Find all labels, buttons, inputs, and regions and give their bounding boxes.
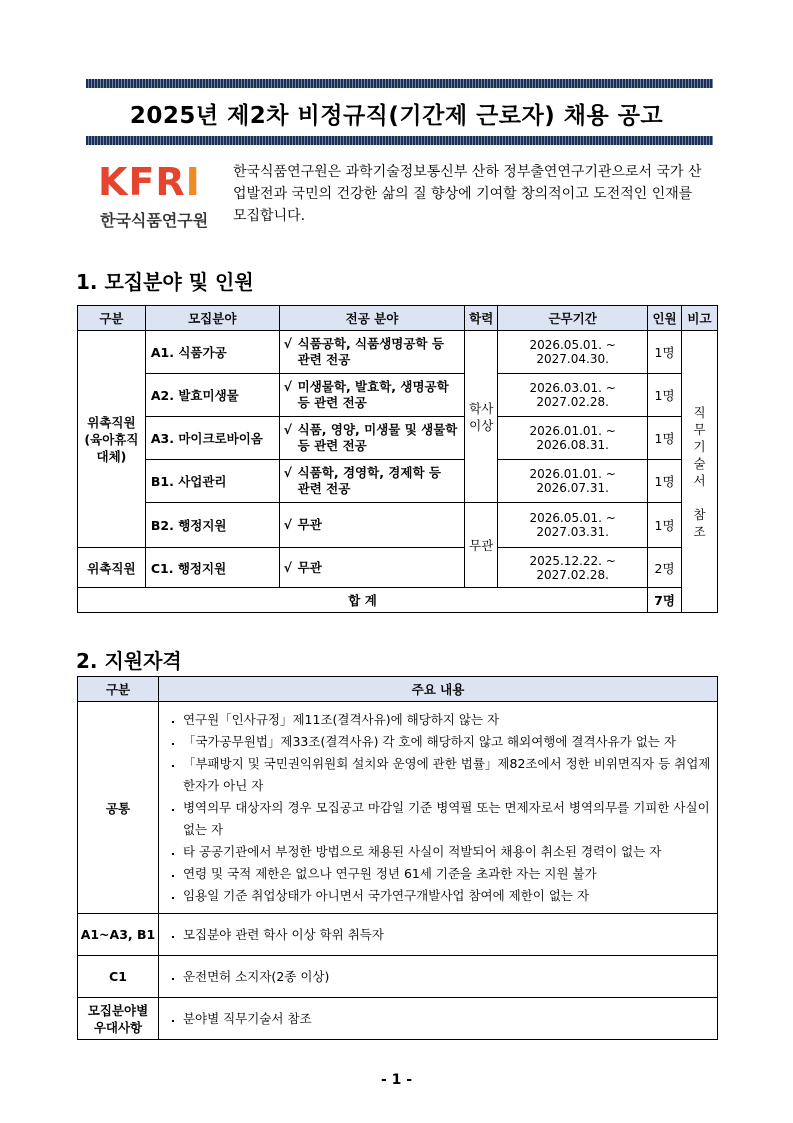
- table-row: [78, 914, 718, 956]
- count-cell: 1명: [648, 374, 682, 417]
- col-header: 근무기간: [498, 306, 648, 331]
- top-decor-band: [86, 79, 713, 88]
- major-cell: √ 식품학, 경영학, 경제학 등 관련 전공: [279, 460, 465, 503]
- table-row: [78, 998, 718, 1040]
- qualification-label: C1: [78, 956, 159, 998]
- qualification-list: [163, 709, 713, 907]
- list-item: ▪ 모집분야 관련 학사 이상 학위 취득자: [183, 924, 713, 946]
- table-row: [78, 503, 718, 548]
- page-number: - 1 -: [380, 1072, 413, 1088]
- qualification-label: A1~A3, B1: [78, 914, 159, 956]
- qualification-content: [158, 998, 717, 1040]
- table-row: [78, 374, 718, 417]
- table-row: [78, 702, 718, 914]
- count-cell: 1명: [648, 503, 682, 548]
- section-heading-qualification: 2. 지원자격: [76, 649, 182, 673]
- col-header: 모집분야: [145, 306, 279, 331]
- field-name: A1. 식품가공: [145, 331, 279, 374]
- logo-wordmark: KFRI: [98, 160, 201, 204]
- education-cell: 학사 이상: [465, 331, 498, 503]
- total-row: [78, 588, 718, 613]
- col-header: 주요 내용: [158, 677, 717, 702]
- total-count: 7명: [648, 588, 682, 613]
- total-label: 합 계: [78, 588, 648, 613]
- list-item: ▪ 타 공공기관에서 부정한 방법으로 채용된 사실이 적발되어 채용이 취소된 경력이 없는 자: [183, 841, 713, 863]
- qualification-content: [158, 914, 717, 956]
- col-header: 전공 분야: [279, 306, 465, 331]
- qualification-content: [158, 702, 717, 914]
- list-item: ▪ 연구원「인사규정」제11조(결격사유)에 해당하지 않는 자: [183, 709, 713, 731]
- col-header: 구분: [78, 306, 146, 331]
- period-cell: 2026.03.01. ~ 2027.02.28.: [498, 374, 648, 417]
- field-name: A3. 마이크로바이옴: [145, 417, 279, 460]
- list-item: ▪ 분야별 직무기술서 참조: [183, 1008, 713, 1030]
- section-heading-recruitment: 1. 모집분야 및 인원: [76, 270, 254, 294]
- qualification-table: [77, 676, 718, 1040]
- field-name: B1. 사업관리: [145, 460, 279, 503]
- table-row: [78, 331, 718, 374]
- major-cell: √ 무관: [279, 503, 465, 548]
- qualification-list: [163, 966, 713, 988]
- col-header: 인원: [648, 306, 682, 331]
- period-cell: 2026.01.01. ~ 2026.08.31.: [498, 417, 648, 460]
- kfri-logo: [98, 160, 218, 236]
- period-cell: 2025.12.22. ~ 2027.02.28.: [498, 548, 648, 588]
- table-row: [78, 956, 718, 998]
- intro-paragraph: 한국식품연구원은 과학기술정보통신부 산하 정부출연연구기관으로서 국가 산업발전과 국민의 건강한 삶의 질 향상에 기여할 창의적이고 도전적인 인재를 모집합니다.: [233, 164, 702, 224]
- logo-org-name: 한국식품연구원: [100, 211, 209, 230]
- col-header: 학력: [465, 306, 498, 331]
- group-label: 위촉직원 (육아휴직 대체): [78, 331, 146, 548]
- table-row: [78, 460, 718, 503]
- list-item: ▪ 임용일 기준 취업상태가 아니면서 국가연구개발사업 참여에 제한이 없는 자: [183, 885, 713, 907]
- count-cell: 1명: [648, 417, 682, 460]
- recruitment-table: [77, 305, 718, 613]
- count-cell: 1명: [648, 331, 682, 374]
- table-row: [78, 417, 718, 460]
- period-cell: 2026.05.01. ~ 2027.03.31.: [498, 503, 648, 548]
- table-header-row: [78, 306, 718, 331]
- page-title: 2025년 제2차 비정규직(기간제 근로자) 채용 공고: [129, 103, 664, 129]
- col-header: 구분: [78, 677, 159, 702]
- count-cell: 1명: [648, 460, 682, 503]
- list-item: ▪ 병역의무 대상자의 경우 모집공고 마감일 기준 병역필 또는 면제자로서 병역의무를 기피한 사실이 없는 자: [183, 797, 713, 841]
- period-cell: 2026.01.01. ~ 2026.07.31.: [498, 460, 648, 503]
- list-item: ▪ 연령 및 국적 제한은 없으나 연구원 정년 61세 기준을 초과한 자는 지원 불가: [183, 863, 713, 885]
- field-name: B2. 행정지원: [145, 503, 279, 548]
- major-cell: √ 무관: [279, 548, 465, 588]
- major-cell: √ 미생물학, 발효학, 생명공학 등 관련 전공: [279, 374, 465, 417]
- field-name: C1. 행정지원: [145, 548, 279, 588]
- group-label: 위촉직원: [78, 548, 146, 588]
- table-header-row: [78, 677, 718, 702]
- qualification-label: 모집분야별 우대사항: [78, 998, 159, 1040]
- list-item: ▪ 운전면허 소지자(2종 이상): [183, 966, 713, 988]
- qualification-list: [163, 1008, 713, 1030]
- period-cell: 2026.05.01. ~ 2027.04.30.: [498, 331, 648, 374]
- education-cell: 무관: [465, 503, 498, 588]
- col-header: 비고: [682, 306, 718, 331]
- list-item: ▪ 「부패방지 및 국민권익위원회 설치와 운영에 관한 법률」제82조에서 정한 비위면직자 등 취업제한자가 아닌 자: [183, 753, 713, 797]
- field-name: A2. 발효미생물: [145, 374, 279, 417]
- count-cell: 2명: [648, 548, 682, 588]
- qualification-label: 공통: [78, 702, 159, 914]
- qualification-list: [163, 924, 713, 946]
- list-item: ▪ 「국가공무원법」제33조(결격사유) 각 호에 해당하지 않고 해외여행에 결격사유가 없는 자: [183, 731, 713, 753]
- remark-cell: 직 무 기 술 서 참 조: [682, 331, 718, 613]
- major-cell: √ 식품, 영양, 미생물 및 생물학 등 관련 전공: [279, 417, 465, 460]
- qualification-content: [158, 956, 717, 998]
- bottom-decor-band: [86, 136, 713, 145]
- table-row: [78, 548, 718, 588]
- major-cell: √ 식품공학, 식품생명공학 등 관련 전공: [279, 331, 465, 374]
